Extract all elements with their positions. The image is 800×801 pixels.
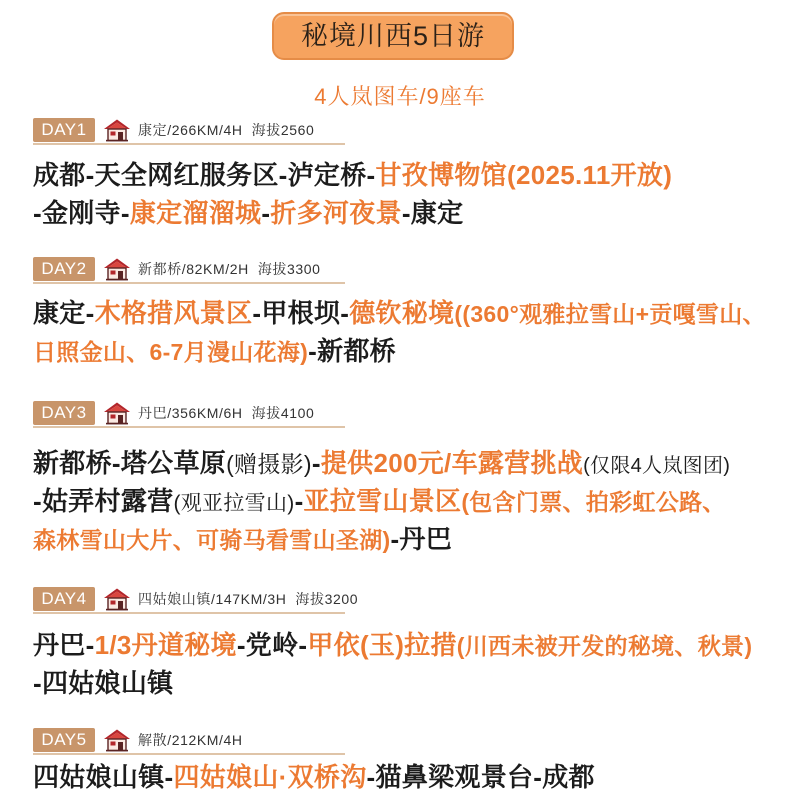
day-3-divider: [33, 426, 345, 428]
route-segment: 甲依(玉)拉措: [307, 630, 457, 660]
route-line: [33, 444, 730, 482]
route-segment: -甲根坝-: [252, 298, 350, 328]
route-segment: -丹巴: [390, 524, 453, 554]
day-4-badge: DAY4: [33, 587, 95, 611]
route-segment: 四姑娘山·双桥沟: [173, 762, 367, 792]
day-5-divider: [33, 753, 345, 755]
route-segment: 折多河夜景: [270, 198, 402, 228]
route-segment: 丹巴-: [33, 630, 95, 660]
day-3-route: [33, 444, 730, 558]
route-line: [33, 294, 766, 332]
route-segment: 新都桥-塔公草原: [33, 448, 227, 478]
subtitle: 4人岚图车/9座车: [314, 84, 486, 109]
route-line: [33, 482, 730, 520]
day-1-info: 康定/266KM/4H 海拔2560: [138, 122, 315, 138]
route-segment: (仅限4人岚图团): [583, 455, 731, 477]
day-5-route: [33, 758, 595, 796]
route-segment: -: [311, 448, 321, 478]
day-4-header: [33, 587, 358, 611]
route-segment: (赠摄影): [226, 451, 312, 477]
day-2-badge: DAY2: [33, 257, 95, 281]
day-4-divider: [33, 612, 345, 614]
house-icon: [103, 728, 131, 752]
route-segment: -: [294, 486, 304, 516]
day-3-header: [33, 401, 314, 425]
route-line: [33, 194, 672, 232]
route-segment: 成都-天全网红服务区-泸定桥-: [33, 160, 376, 190]
route-line: [33, 664, 752, 702]
day-1-badge: DAY1: [33, 118, 95, 142]
route-segment: 亚拉雪山景区: [303, 486, 462, 516]
route-line: [33, 520, 730, 558]
route-line: [33, 758, 595, 796]
route-segment: 甘孜博物馆(2025.11开放): [375, 160, 673, 190]
route-segment: -金刚寺-: [33, 198, 130, 228]
route-segment: 木格措风景区: [94, 298, 253, 328]
day-5-badge: DAY5: [33, 728, 95, 752]
day-1-header: [33, 118, 314, 142]
route-segment: -四姑娘山镇: [33, 668, 174, 698]
route-segment: -: [261, 198, 271, 228]
route-segment: (川西未被开发的秘境、秋景): [456, 633, 753, 659]
day-2-info: 新都桥/82KM/2H 海拔3300: [138, 261, 321, 277]
day-4-route: [33, 626, 752, 702]
route-segment: -新都桥: [308, 336, 396, 366]
day-3-info: 丹巴/356KM/6H 海拔4100: [138, 405, 315, 421]
route-segment: 康定溜溜城: [129, 198, 262, 228]
day-3-badge: DAY3: [33, 401, 95, 425]
day-1-divider: [33, 143, 345, 145]
route-segment: ((360°观雅拉雪山+贡嘎雪山、: [454, 301, 766, 327]
day-1-route: [33, 156, 672, 232]
day-5-header: [33, 728, 243, 752]
day-2-divider: [33, 282, 345, 284]
route-segment: 康定-: [33, 298, 95, 328]
page-title: 秘境川西5日游: [272, 12, 514, 60]
day-2-route: [33, 294, 766, 370]
route-line: [33, 156, 672, 194]
route-segment: -姑弄村露营: [33, 486, 174, 516]
route-segment: -党岭-: [236, 630, 308, 660]
house-icon: [103, 118, 131, 142]
route-segment: 森林雪山大片、可骑马看雪山圣湖): [33, 527, 391, 553]
route-segment: (包含门票、拍彩虹公路、: [461, 489, 726, 515]
house-icon: [103, 257, 131, 281]
route-segment: -猫鼻梁观景台-成都: [366, 762, 595, 792]
day-2-header: [33, 257, 321, 281]
route-segment: 1/3丹道秘境: [94, 630, 237, 660]
house-icon: [103, 587, 131, 611]
route-line: [33, 332, 766, 370]
house-icon: [103, 401, 131, 425]
route-segment: (观亚拉雪山): [173, 492, 295, 515]
route-line: [33, 626, 752, 664]
day-4-info: 四姑娘山镇/147KM/3H 海拔3200: [138, 591, 359, 607]
route-segment: -康定: [401, 198, 464, 228]
route-segment: 德钦秘境: [349, 298, 455, 328]
route-segment: 提供200元/车露营挑战: [320, 448, 584, 478]
day-5-info: 解散/212KM/4H: [138, 732, 243, 748]
route-segment: 四姑娘山镇-: [33, 762, 174, 792]
route-segment: 日照金山、6-7月漫山花海): [33, 339, 309, 365]
